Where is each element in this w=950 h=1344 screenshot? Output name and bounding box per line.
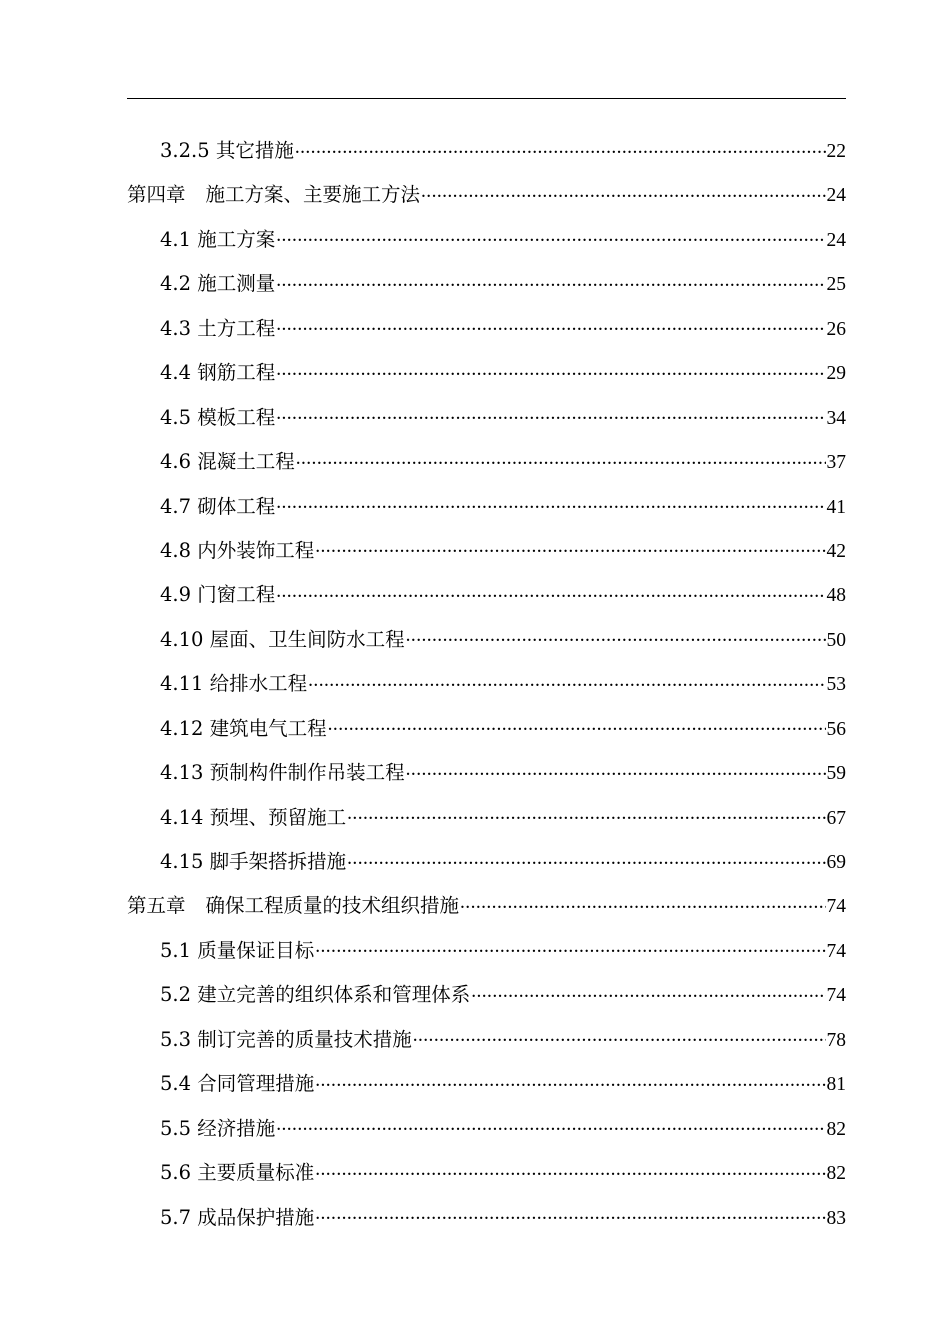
toc-entry-title: [160, 351, 275, 395]
toc-entry[interactable]: [127, 396, 846, 440]
toc-leader-dots: [276, 315, 825, 335]
toc-leader-dots: [296, 449, 826, 469]
toc-page-number: 29: [826, 363, 846, 385]
toc-leader-dots: [308, 671, 825, 691]
toc-entry[interactable]: [127, 929, 846, 973]
toc-entry-title: [127, 884, 459, 928]
toc-entry-number: 4.2: [160, 272, 192, 296]
toc-entry-text: 主要质量标准: [197, 1161, 315, 1185]
toc-leader-dots: [276, 582, 825, 602]
toc-entry-text: 预埋、预留施工: [209, 805, 347, 829]
toc-entry[interactable]: [127, 796, 846, 840]
toc-leader-dots: [347, 849, 825, 869]
toc-entry-text: 质量保证目标: [197, 938, 315, 962]
toc-entry[interactable]: [127, 1151, 846, 1195]
toc-entry-title: [160, 485, 275, 529]
toc-entry[interactable]: [127, 1062, 846, 1106]
toc-page-number: 24: [826, 185, 846, 207]
toc-entry-title: [160, 618, 405, 662]
toc-entry-title: [160, 796, 346, 840]
toc-page-number: 25: [826, 274, 846, 296]
toc-entry-title: [160, 929, 314, 973]
toc-entry-text: 屋面、卫生间防水工程: [209, 627, 405, 651]
toc-entry-number: 4.10: [160, 627, 204, 651]
toc-entry-number: 5.1: [160, 938, 192, 962]
toc-entry[interactable]: [127, 1018, 846, 1062]
header-rule: [127, 98, 846, 99]
toc-page-number: 83: [826, 1207, 846, 1229]
toc-leader-dots: [471, 982, 825, 1002]
toc-entry-number: 5.2: [160, 983, 192, 1007]
toc-leader-dots: [328, 715, 826, 735]
toc-entry-text: 给排水工程: [209, 672, 308, 696]
toc-entry-title: [160, 1062, 314, 1106]
toc-leader-dots: [315, 1204, 825, 1224]
toc-entry-number: 3.2.5: [160, 139, 210, 162]
toc-entry[interactable]: [127, 307, 846, 351]
toc-entry[interactable]: [127, 129, 846, 173]
toc-entry[interactable]: [127, 573, 846, 617]
toc-entry-number: 4.13: [160, 761, 204, 785]
toc-entry[interactable]: [127, 707, 846, 751]
toc-entry-title: [160, 1196, 314, 1240]
toc-page-number: 50: [826, 629, 846, 651]
toc-leader-dots: [276, 360, 825, 380]
toc-entry-text: 施工方案、主要施工方法: [205, 183, 421, 207]
table-of-contents: [127, 129, 846, 1240]
toc-leader-dots: [315, 1160, 825, 1180]
toc-page-number: 74: [826, 896, 846, 918]
toc-page-number: 59: [826, 763, 846, 785]
toc-entry-number: 5.6: [160, 1161, 192, 1185]
toc-entry-number: 4.11: [160, 672, 204, 696]
toc-entry[interactable]: [127, 662, 846, 706]
toc-entry[interactable]: [127, 440, 846, 484]
toc-chapter-entry[interactable]: [127, 884, 846, 928]
toc-leader-dots: [406, 626, 826, 646]
toc-entry-text: 砌体工程: [197, 494, 276, 518]
toc-page-number: 34: [826, 407, 846, 429]
toc-entry-title: [160, 751, 405, 795]
toc-leader-dots: [460, 893, 825, 913]
toc-page-number: 78: [826, 1029, 846, 1051]
toc-entry-title: [160, 218, 275, 262]
toc-entry-title: [160, 840, 346, 884]
toc-entry-number: 4.4: [160, 361, 192, 385]
toc-entry[interactable]: [127, 618, 846, 662]
toc-entry-title: [160, 307, 275, 351]
toc-page-number: 26: [826, 318, 846, 340]
toc-entry-number: 4.5: [160, 405, 192, 429]
toc-chapter-number: 第四章: [127, 183, 186, 207]
toc-leader-dots: [347, 804, 825, 824]
toc-entry-text: 建立完善的组织体系和管理体系: [197, 983, 471, 1007]
toc-leader-dots: [406, 760, 826, 780]
toc-entry-text: 内外装饰工程: [197, 538, 315, 562]
toc-entry[interactable]: [127, 840, 846, 884]
toc-chapter-number: 第五章: [127, 894, 186, 918]
toc-entry[interactable]: [127, 1107, 846, 1151]
toc-page-number: 41: [826, 496, 846, 518]
toc-page-number: 56: [826, 718, 846, 740]
toc-page-number: 74: [826, 985, 846, 1007]
toc-entry[interactable]: [127, 485, 846, 529]
toc-entry-title: [160, 396, 275, 440]
toc-entry-title: [160, 440, 295, 484]
toc-entry[interactable]: [127, 262, 846, 306]
toc-entry-title: [160, 973, 470, 1017]
toc-entry-text: 钢筋工程: [197, 361, 276, 385]
toc-entry-text: 预制构件制作吊装工程: [209, 761, 405, 785]
toc-leader-dots: [276, 271, 825, 291]
toc-entry-text: 土方工程: [197, 316, 276, 340]
toc-page-number: 53: [826, 674, 846, 696]
toc-entry[interactable]: [127, 751, 846, 795]
toc-entry-text: 脚手架搭拆措施: [209, 850, 347, 873]
toc-entry-number: 4.12: [160, 716, 204, 740]
toc-entry-text: 门窗工程: [197, 583, 276, 607]
toc-entry-number: 4.3: [160, 316, 192, 340]
toc-entry-number: 4.8: [160, 538, 192, 562]
toc-page-number: 82: [826, 1163, 846, 1185]
toc-entry-title: [160, 529, 314, 573]
toc-entry[interactable]: [127, 1196, 846, 1240]
toc-page-number: 69: [826, 852, 846, 873]
toc-entry-title: [160, 262, 275, 306]
toc-entry[interactable]: [127, 351, 846, 395]
toc-page-number: 24: [826, 229, 846, 251]
toc-entry-number: 4.6: [160, 450, 192, 474]
toc-leader-dots: [276, 493, 825, 513]
toc-page-number: 81: [826, 1074, 846, 1096]
toc-entry-number: 5.5: [160, 1116, 192, 1140]
toc-entry-title: [160, 662, 307, 706]
toc-leader-dots: [315, 537, 825, 557]
toc-chapter-entry[interactable]: [127, 173, 846, 217]
toc-entry-number: 4.14: [160, 805, 204, 829]
toc-page-number: 48: [826, 585, 846, 607]
toc-leader-dots: [276, 226, 825, 246]
toc-page-number: 74: [826, 940, 846, 962]
toc-entry-text: 建筑电气工程: [209, 716, 327, 740]
toc-entry-text: 合同管理措施: [197, 1072, 315, 1096]
toc-entry-text: 施工方案: [197, 227, 276, 251]
toc-entry[interactable]: [127, 529, 846, 573]
toc-entry-text: 施工测量: [197, 272, 276, 296]
toc-entry-text: 制订完善的质量技术措施: [197, 1027, 412, 1051]
toc-entry-title: [160, 1107, 275, 1151]
toc-entry-number: 5.4: [160, 1072, 192, 1096]
toc-page-number: 22: [826, 141, 846, 162]
toc-entry-number: 4.9: [160, 583, 192, 607]
toc-leader-dots: [276, 404, 825, 424]
toc-entry-title: [160, 707, 327, 751]
toc-entry-text: 成品保护措施: [197, 1205, 315, 1229]
toc-entry-title: [160, 1018, 412, 1062]
toc-entry-number: 4.7: [160, 494, 192, 518]
toc-entry-text: 混凝土工程: [197, 450, 295, 474]
toc-leader-dots: [315, 937, 825, 957]
toc-entry-title: [160, 129, 294, 173]
toc-page-number: 82: [826, 1118, 846, 1140]
toc-entry-text: 其它措施: [215, 139, 294, 162]
toc-leader-dots: [276, 1115, 825, 1135]
toc-entry-text: 模板工程: [197, 405, 276, 429]
toc-entry-text: 确保工程质量的技术组织措施: [205, 894, 460, 918]
toc-entry[interactable]: [127, 973, 846, 1017]
toc-leader-dots: [315, 1071, 825, 1091]
toc-entry-number: 4.1: [160, 227, 192, 251]
toc-leader-dots: [421, 182, 825, 202]
toc-entry-title: [127, 173, 420, 217]
toc-entry-number: 5.3: [160, 1027, 192, 1051]
toc-entry-title: [160, 573, 275, 617]
toc-page-number: 42: [826, 540, 846, 562]
toc-entry[interactable]: [127, 218, 846, 262]
toc-entry-text: 经济措施: [197, 1116, 276, 1140]
toc-leader-dots: [295, 138, 826, 158]
toc-entry-number: 5.7: [160, 1205, 192, 1229]
toc-entry-title: [160, 1151, 314, 1195]
toc-leader-dots: [413, 1026, 826, 1046]
toc-page-number: 67: [826, 807, 846, 829]
toc-entry-number: 4.15: [160, 850, 204, 873]
toc-page-number: 37: [826, 452, 846, 474]
